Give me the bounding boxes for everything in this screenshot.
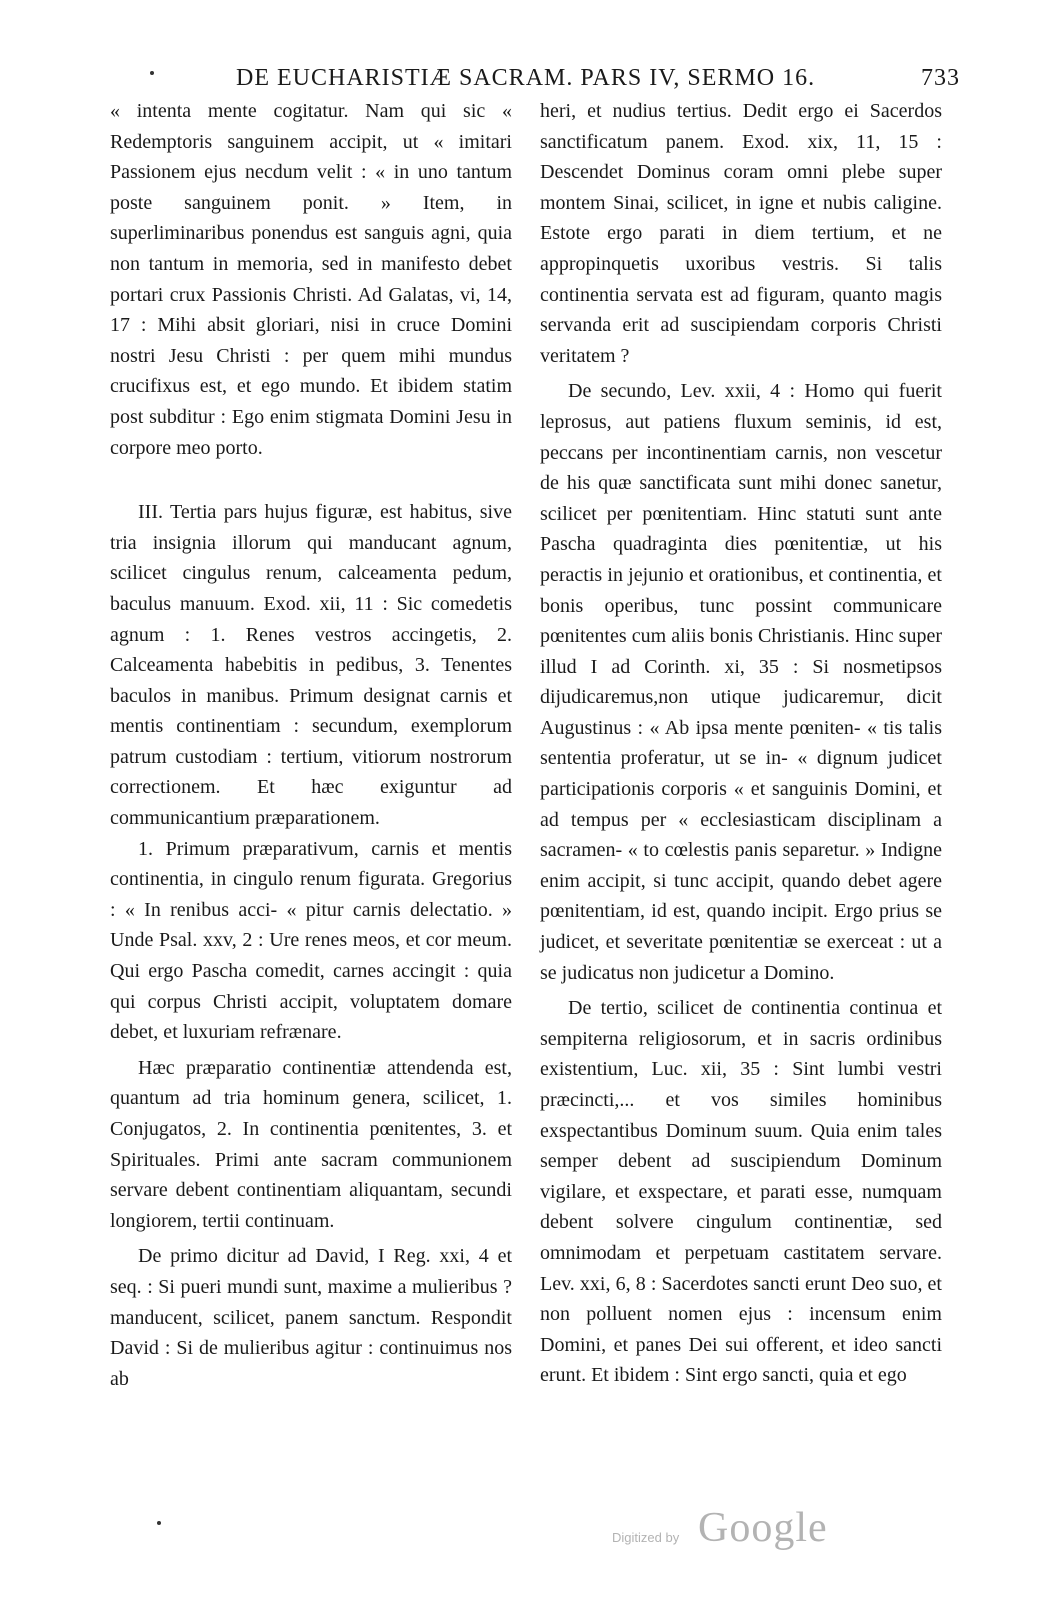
paragraph: « intenta mente cogitatur. Nam qui sic « Redemptoris sanguinem accipit, ut « imitari Passionem ejus necdum velit : « in uno tantum poste sanguinem ponit. » Item, in superliminaribus ponendus est sanguis agni, quia non tantum in memoria, sed in manifesto debet portari crux Passionis Christi. Ad Galatas, vi, 14, 17 : Mihi absit gloriari, nisi in cruce Domini nostri Jesu Christi : per quem mihi mundus crucifixus est, et ego mundo. Et ibidem statim post subditur : Ego enim stigmata Domini Jesu in corpore meo porto. (110, 100, 512, 459)
paragraph: Hæc præparatio continentiæ attendenda est, quantum ad tria hominum genera, scilicet, 1. Conjugatos, 2. In continentia pœnitentes, 3. et Spirituales. Primi ante sacram communionem servare debent continentiam aliquantam, secundi longiorem, tertii continuam. (110, 1056, 512, 1232)
paragraph: De primo dicitur ad David, I Reg. xxi, 4 et seq. : Si pueri mundi sunt, maxime a mulieribus ? manducent, scilicet, panem sanctum. Respondit David : Si de mulieribus agitur : continuimus nos ab (110, 1245, 512, 1390)
section-gap (110, 463, 512, 497)
right-column (540, 96, 942, 1391)
digitized-watermark (612, 1506, 842, 1556)
left-column (110, 96, 512, 1394)
paragraph: De secundo, Lev. xxii, 4 : Homo qui fuerit leprosus, aut patiens fluxum seminis, id est, peccans per incontinentiam carnis, non vescetur de his quæ sanctificata sunt mihi donec sanetur, scilicet per pœnitentiam. Hinc statuti sunt ante Pascha quadraginta dies pœnitentiæ, ut his peractis in jejunio et orationibus, et continentia, et bonis operibus, tunc possint communicare pœnitentes cum aliis bonis Christianis. Hinc super illud I ad Corinth. xi, 35 : Si nosmetipsos dijudicaremus,non utique judicaremur, dicit Augustinus : « Ab ipsa mente pœniten- « tis talis sententia proferatur, ut se in- « dignum judicet participationis corporis « et sanguinis Domini, et ad tempus per « ecclesiasticam disciplinam a sacramen- « to cœlestis panis separetur. » Indigne enim accipit, si tunc accipit, quando debet agere pœnitentiam, id est, quando incipit. Ergo prius se judicet, et severitate pœnitentiæ se exerceat : ut a se judicatus non judicetur a Domino. (540, 380, 942, 984)
scan-speck (150, 71, 154, 75)
digitized-by-text: Digitized by (612, 1530, 680, 1545)
paragraph: De tertio, scilicet de continentia continua et sempiterna religiosorum, et in sacris ordinibus existentium, Luc. xii, 35 : Sint lumbi vestri præcincti,... et vos similes hominibus exspectantibus Dominum suum. Quia enim tales semper debent ad suscipiendum Dominum vigilare, et exspectare, et parati esse, numquam debent solvere cingulum continentiæ, sed omnimodam et perpetuam castitatem servare. Lev. xxi, 6, 8 : Sacerdotes sancti erunt Deo suo, et non polluent nomen ejus : incensum enim Domini, et panes Dei sui offerent, et ideo sancti erunt. Et ibidem : Sint ergo sancti, quia et ego (540, 997, 942, 1387)
running-title: DE EUCHARISTIÆ SACRAM. PARS IV, SERMO 16. (236, 65, 816, 91)
google-logo-text: Google (698, 1505, 828, 1551)
paragraph: III. Tertia pars hujus figuræ, est habitus, sive tria insignia illorum qui manducant agnum, scilicet cingulus renum, calceamenta pedum, baculus manuum. Exod. xii, 11 : Sic comedetis agnum : 1. Renes vestros accingetis, 2. Calceamenta habebitis in pedibus, 3. Tenentes baculos in manibus. Primum designat carnis et mentis continentiam : secundum, exemplorum patrum custodiam : tertium, vitiorum nostrorum correctionem. Et hæc exiguntur ad communicantium præparationem. (110, 501, 512, 830)
scan-speck (157, 1521, 161, 1525)
paragraph: heri, et nudius tertius. Dedit ergo ei Sacerdos sanctificatum panem. Exod. xix, 11, 15 : Descendet Dominus coram omni plebe super montem Sinai, scilicet, in igne et nubis caligine. Estote ergo parati in diem tertium, et ne appropinquetis uxoribus vestris. Si talis continentia servata est ad figuram, quanto magis servanda erit ad suscipiendam corporis Christi veritatem ? (540, 100, 942, 367)
page-number: 733 (921, 65, 960, 91)
running-head (110, 58, 960, 98)
paragraph: 1. Primum præparativum, carnis et mentis continentia, in cingulo renum figurata. Gregorius : « In renibus acci- « pitur carnis delectatio. » Unde Psal. xxv, 2 : Ure renes meos, et cor meum. Qui ergo Pascha comedit, carnes accingit : quia qui corpus Christi accipit, voluptatem domare debet, et luxuriam refrænare. (110, 837, 512, 1044)
